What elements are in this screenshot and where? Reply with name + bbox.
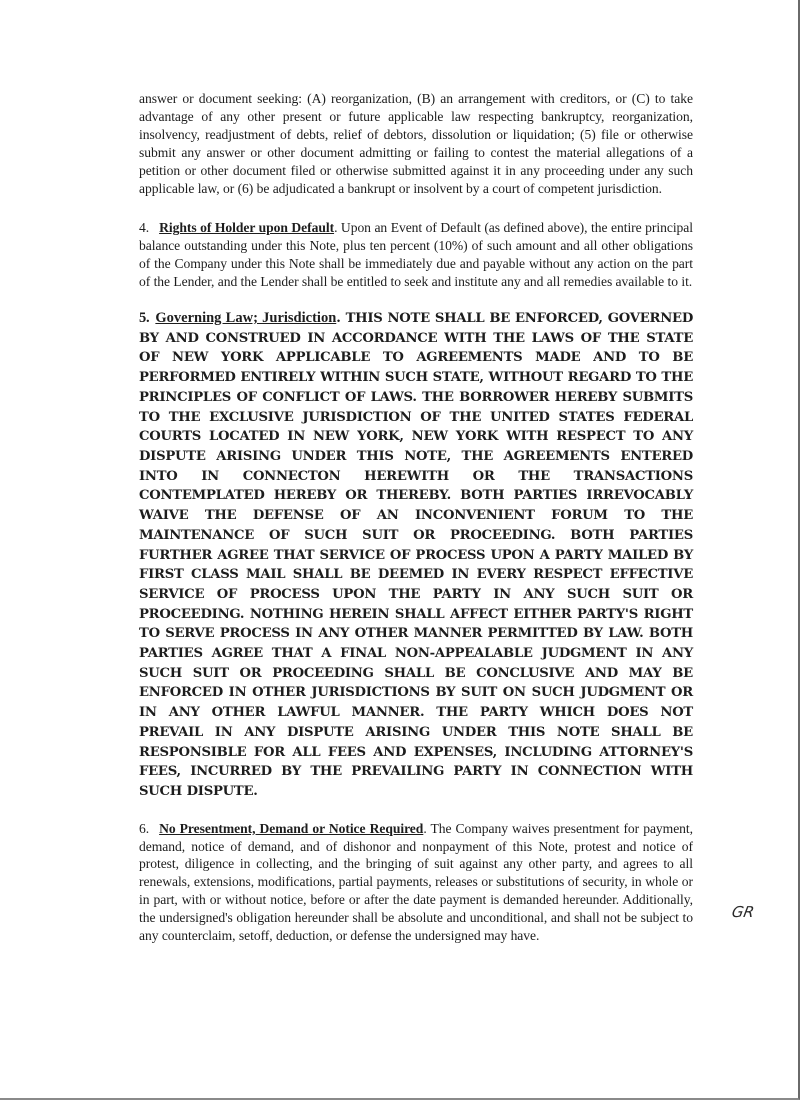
section-number: 4. — [139, 220, 150, 236]
section-number: 6. — [139, 820, 150, 836]
section-6-no-presentment — [139, 820, 693, 945]
section-body: . The Company waives presentment for payment, demand, notice of demand, and of dishonor and nonpayment of this Note, protest and notice of protest, diligence in collecting, and the bringing of suit against any other party, and agrees to all renewals, extensions, modifications, partial payments, releases or substitutions of security, in whole or in part, with or without notice, before or after the date payment is demanded hereunder. Additionally, the undersigned's obligation hereunder shall be absolute and unconditional, and shall not be subject to any counterclaim, setoff, deduction, or defense the undersigned may have. — [139, 820, 694, 944]
document-body — [139, 90, 693, 945]
paragraph-spacer — [139, 291, 693, 309]
paragraph-spacer — [139, 197, 693, 219]
section-body: . Upon an Event of Default (as defined above), the entire principal balance outstanding under this Note, plus ten percent (10%) of such amount and all other obligations of the Company under this Note shall be immediately due and payable without any action on the part of the Lender, and the Lender shall be entitled to seek and institute any and all remedies available to it. — [139, 220, 694, 290]
section-4-rights-of-holder — [139, 219, 693, 291]
intro-paragraph: answer or document seeking: (A) reorganization, (B) an arrangement with creditors, or (C) to take advantage of any other present or future applicable law respecting bankruptcy, reorganization, insolvency, readjustment of debts, relief of debtors, dissolution or liquidation; (5) file or otherwise submit any answer or other document admitting or failing to contest the material allegations of a petition or other document filed or otherwise submitted against it in any proceeding under any such applicable law, or (6) be adjudicated a bankrupt or insolvent by a court of competent jurisdiction. — [139, 91, 693, 196]
section-heading: No Presentment, Demand or Notice Required — [159, 820, 424, 836]
section-heading: Rights of Holder upon Default — [159, 220, 335, 236]
paragraph-spacer — [139, 802, 693, 820]
handwritten-initials: GR — [730, 903, 756, 921]
section-body: . THIS NOTE SHALL BE ENFORCED, GOVERNED BY AND CONSTRUED IN ACCORDANCE WITH THE LAWS OF THE STATE OF NEW YORK APPLICABLE TO AGREEMENTS MADE AND TO BE PERFORMED ENTIRELY WITHIN SUCH STATE, WITHOUT REGARD TO THE PRINCIPLES OF CONFLICT OF LAWS. THE BORROWER HEREBY SUBMITS TO THE EXCLUSIVE JURISDICTION OF THE UNITED STATES FEDERAL COURTS LOCATED IN NEW YORK, NEW YORK WITH RESPECT TO ANY DISPUTE ARISING UNDER THIS NOTE, THE AGREEMENTS ENTERED INTO IN CONNECTON HEREWITH OR THE TRANSACTIONS CONTEMPLATED HEREBY OR THEREBY. BOTH PARTIES IRREVOCABLY WAIVE THE DEFENSE OF AN INCONVENIENT FORUM TO THE MAINTENANCE OF SUCH SUIT OR PROCEEDING. BOTH PARTIES FURTHER AGREE THAT SERVICE OF PROCESS UPON A PARTY MAILED BY FIRST CLASS MAIL SHALL BE DEEMED IN EVERY RESPECT EFFECTIVE SERVICE OF PROCESS UPON THE PARTY IN ANY SUCH SUIT OR PROCEEDING. NOTHING HEREIN SHALL AFFECT EITHER PARTY'S RIGHT TO SERVE PROCESS IN ANY OTHER MANNER PERMITTED BY LAW. BOTH PARTIES AGREE THAT A FINAL NON-APPEALABLE JUDGMENT IN ANY SUCH SUIT OR PROCEEDING SHALL BE CONCLUSIVE AND MAY BE ENFORCED IN OTHER JURISDICTIONS BY SUIT ON SUCH JUDGMENT OR IN ANY OTHER LAWFUL MANNER. THE PARTY WHICH DOES NOT PREVAIL IN ANY DISPUTE ARISING UNDER THIS NOTE SHALL BE RESPONSIBLE FOR ALL FEES AND EXPENSES, INCLUDING ATTORNEY'S FEES, INCURRED BY THE PREVAILING PARTY IN CONNECTION WITH SUCH DISPUTE. — [139, 311, 694, 799]
section-5-governing-law — [139, 309, 693, 802]
section-heading: Governing Law; Jurisdiction — [155, 310, 337, 327]
section-number: 5. — [139, 310, 150, 327]
